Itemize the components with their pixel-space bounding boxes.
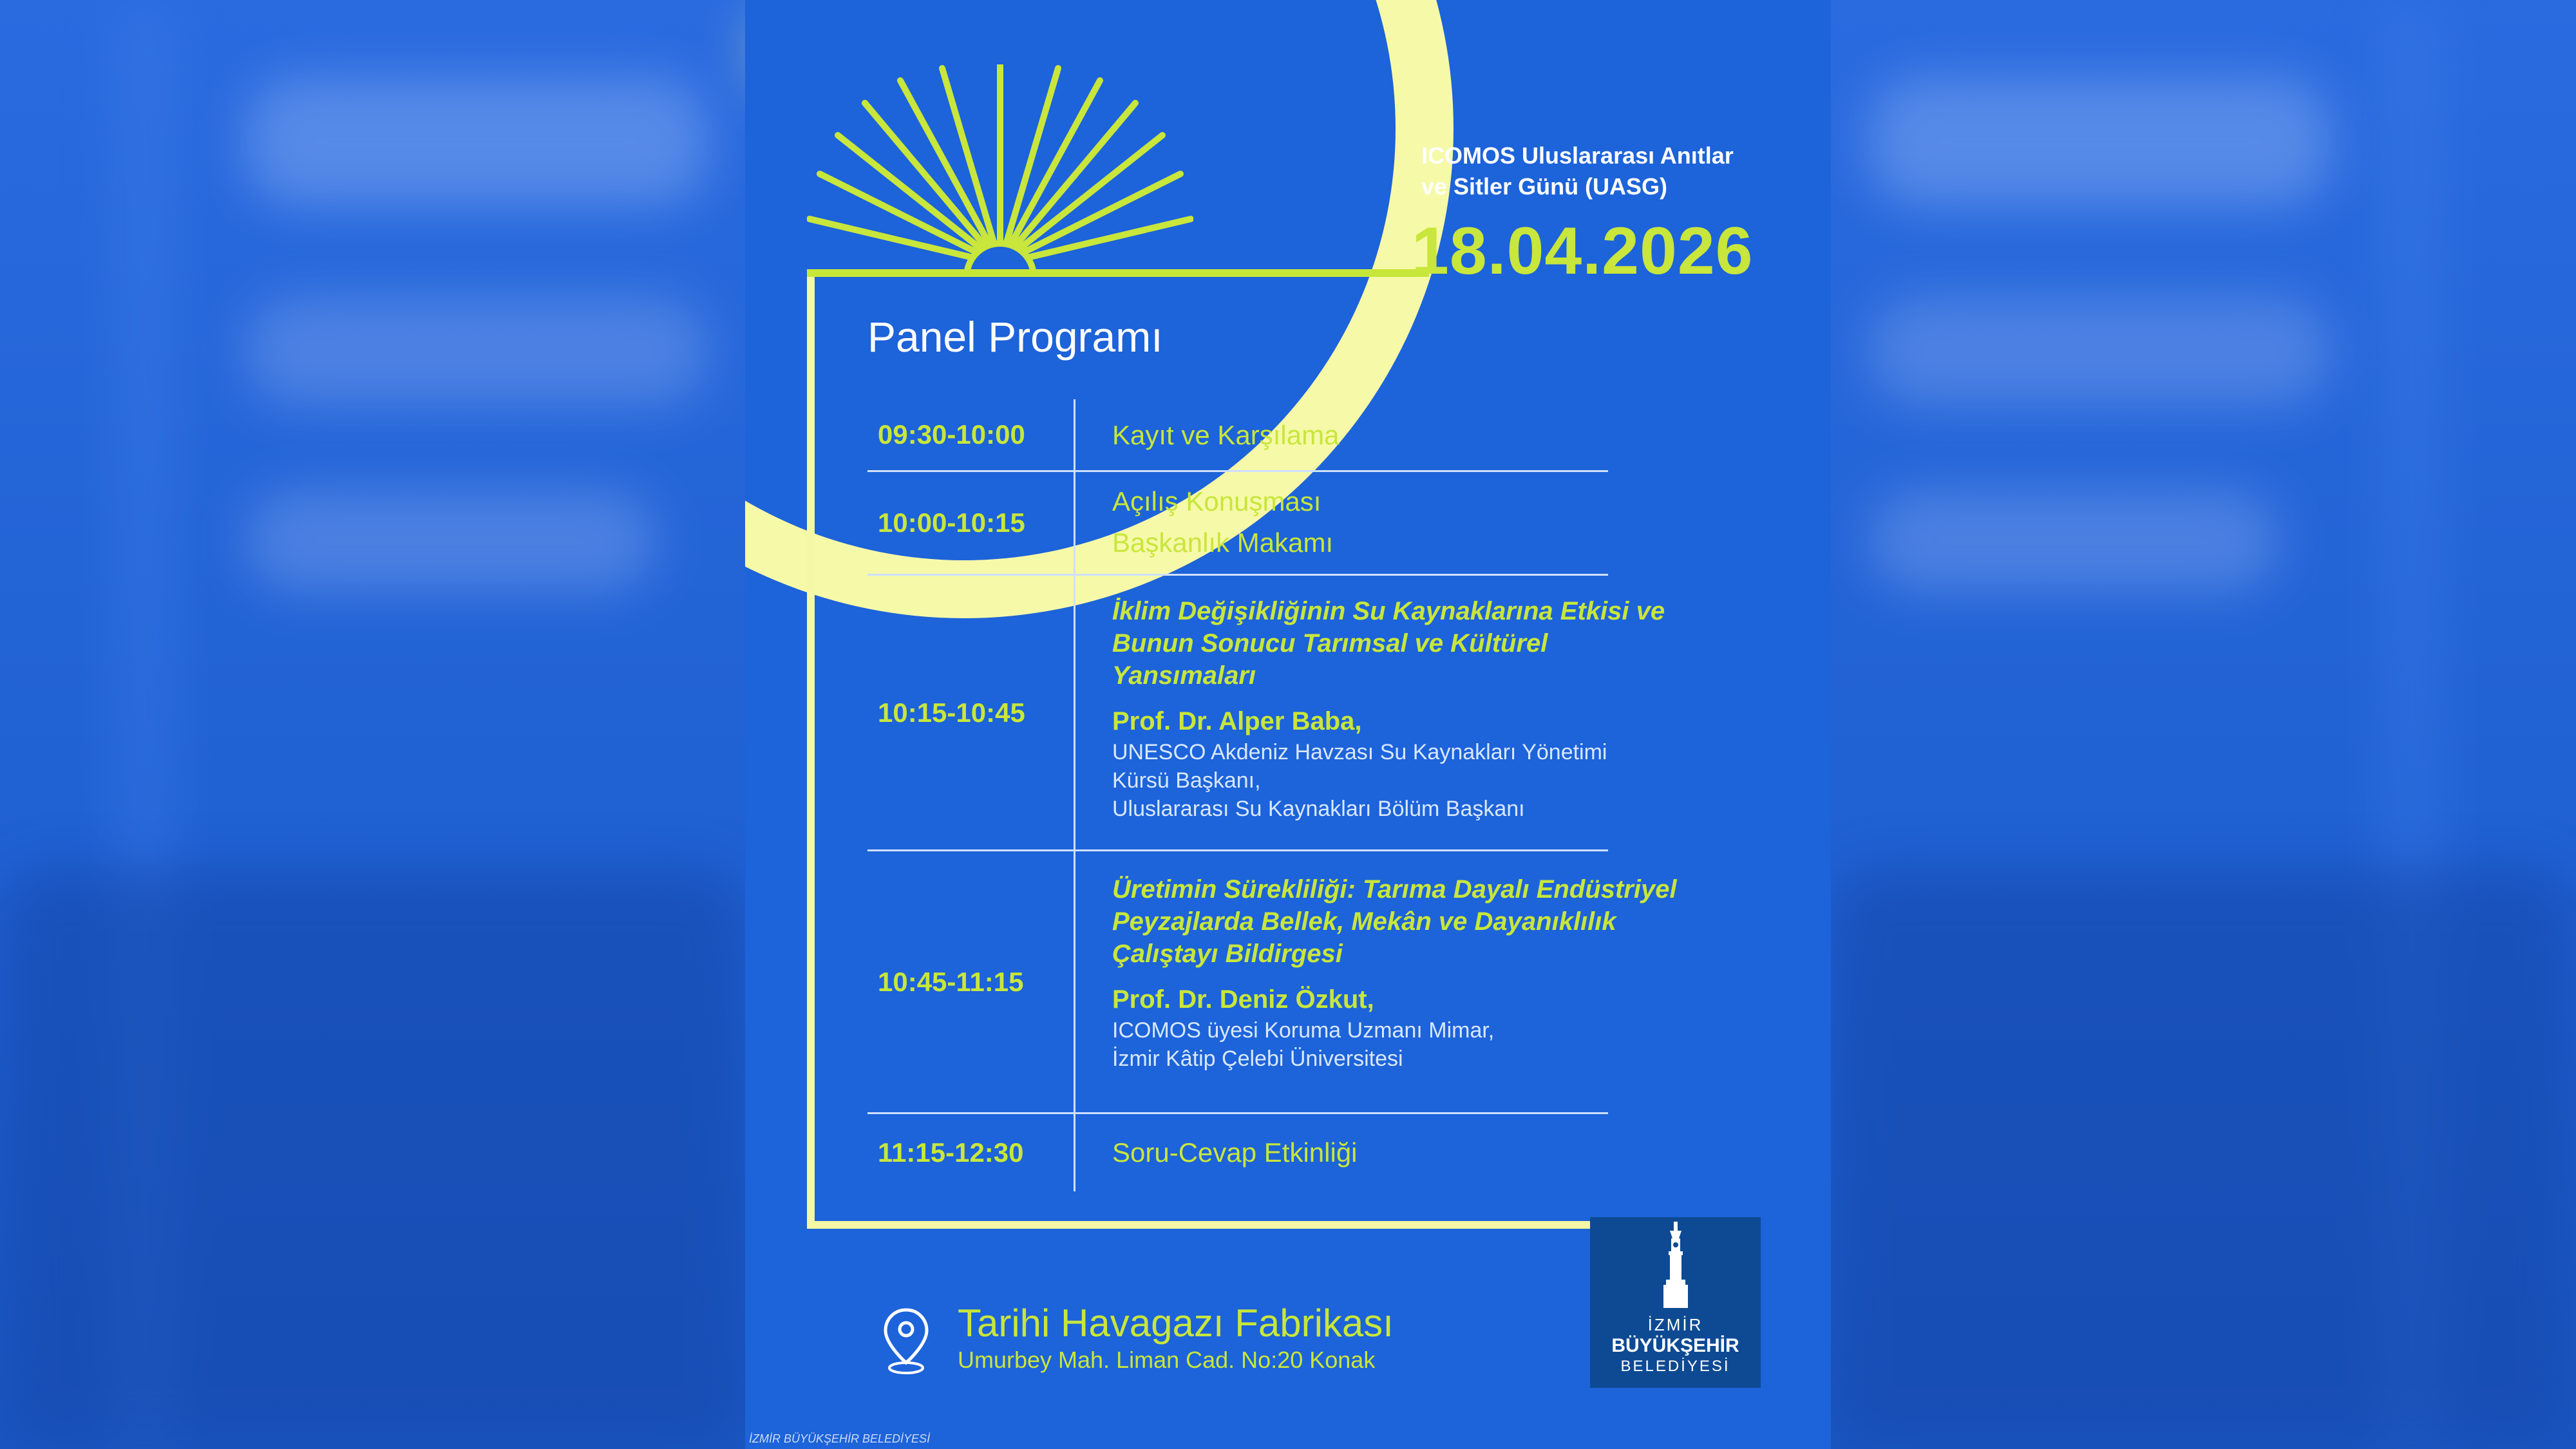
session-label: Soru-Cevap Etkinliği	[1112, 1137, 1358, 1168]
time-slot: 11:15-12:30	[878, 1137, 1024, 1168]
schedule-table	[867, 399, 1831, 1191]
table-row	[867, 1114, 1608, 1191]
speaker-name: Prof. Dr. Deniz Özkut,	[1112, 985, 1374, 1014]
time-slot: 10:45-11:15	[878, 966, 1024, 997]
speaker-affiliation: ICOMOS üyesi Koruma Uzmanı Mimar, İzmir Kâtip Çelebi Üniversitesi	[1112, 1018, 1495, 1071]
venue-name: Tarihi Havagazı Fabrikası	[958, 1302, 1394, 1345]
talk-title: Üretimin Sürekliliği: Tarıma Dayalı Endüstriyel Peyzajlarda Bellek, Mekân ve Dayanıklılık Çalıştayı Bildirgesi	[1112, 875, 1677, 968]
time-slot: 10:15-10:45	[878, 697, 1025, 728]
map-pin-icon	[880, 1306, 932, 1377]
venue-address: Umurbey Mah. Liman Cad. No:20 Konak	[958, 1347, 1376, 1373]
session-label: Kayıt ve Karşılama	[1112, 420, 1340, 450]
session-label: Açılış Konuşması	[1112, 486, 1321, 516]
time-slot: 10:00-10:15	[878, 507, 1025, 538]
municipality-logo: İZMİR BÜYÜKŞEHİR BELEDİYESİ	[1590, 1217, 1761, 1388]
watermark: İZMİR BÜYÜKŞEHİR BELEDİYESİ	[749, 1432, 931, 1445]
sunburst-icon	[807, 64, 1193, 277]
speaker-affiliation: UNESCO Akdeniz Havzası Su Kaynakları Yönetimi Kürsü Başkanı, Uluslararası Su Kaynakları Bölüm Başkanı	[1112, 740, 1607, 821]
talk-title: İklim Değişikliğinin Su Kaynaklarına Etkisi ve Bunun Sonucu Tarımsal ve Kültürel Yansımaları	[1112, 597, 1665, 690]
table-row	[867, 851, 1677, 1114]
table-row	[867, 472, 1608, 576]
page-title: Panel Programı	[867, 313, 1163, 361]
table-row	[867, 576, 1665, 851]
clock-tower-icon	[1653, 1220, 1698, 1311]
session-label: Başkanlık Makamı	[1112, 527, 1334, 558]
event-poster	[745, 0, 1831, 1449]
time-slot: 09:30-10:00	[878, 419, 1025, 450]
event-date: 18.04.2026	[1412, 214, 1754, 289]
organization-title: ICOMOS Uluslararası Anıtlar ve Sitler Günü (UASG)	[1421, 142, 1734, 200]
speaker-name: Prof. Dr. Alper Baba,	[1112, 707, 1362, 735]
frame-top-line	[807, 269, 1429, 277]
table-row	[867, 399, 1608, 472]
